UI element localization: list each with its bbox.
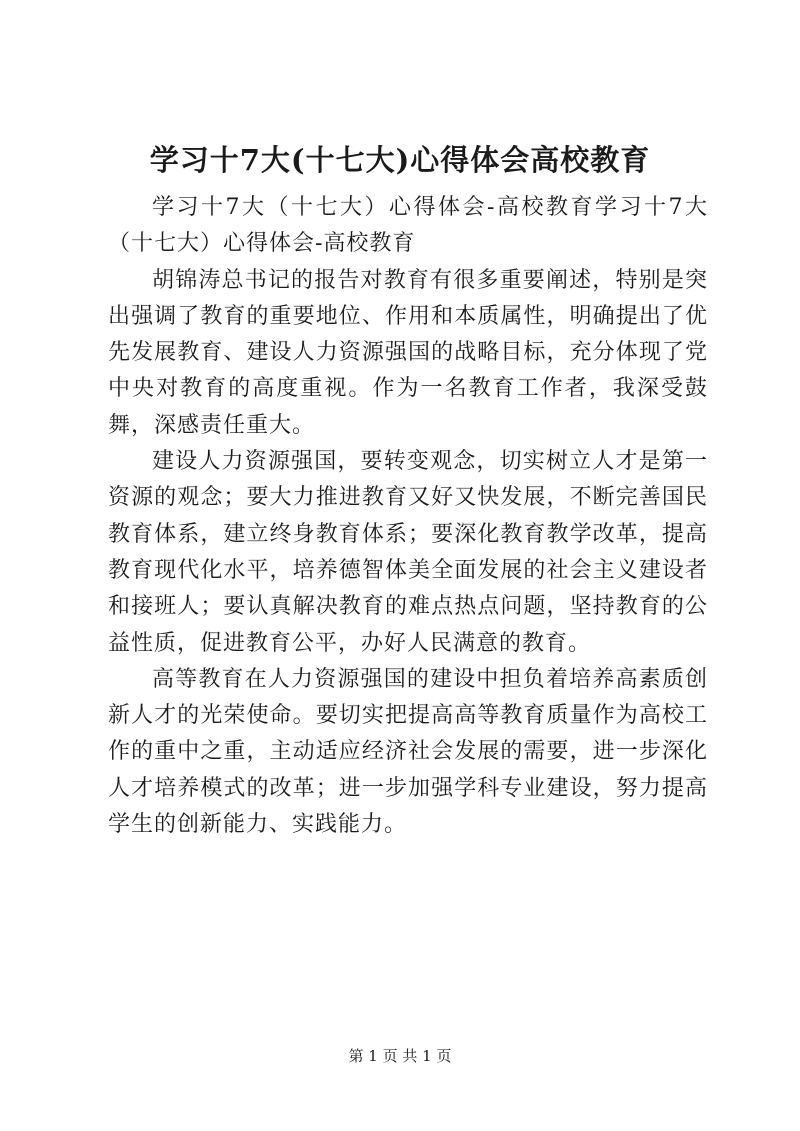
document-title: 学习十7大(十七大)心得体会高校教育 [149, 143, 651, 177]
page-number-footer: 第 1 页 共 1 页 [348, 1047, 452, 1065]
document-body [108, 190, 708, 843]
paragraph-1: 胡锦涛总书记的报告对教育有很多重要阐述，特别是突出强调了教育的重要地位、作用和本质属性，明确提出了优先发展教育、建设人力资源强国的战略目标，充分体现了党中央对教育的高度重视。作为一名教育工作者，我深受鼓舞，深感责任重大。 [108, 267, 708, 438]
paragraph-2: 建设人力资源强国，要转变观念，切实树立人才是第一资源的观念；要大力推进教育又好又快发展，不断完善国民教育体系，建立终身教育体系；要深化教育教学改革，提高教育现代化水平，培养德智体美全面发展的社会主义建设者和接班人；要认真解决教育的难点热点问题，坚持教育的公益性质，促进教育公平，办好人民满意的教育。 [108, 449, 708, 656]
paragraph-subtitle: 学习十7大（十七大）心得体会-高校教育学习十7大（十七大）心得体会-高校教育 [108, 195, 708, 257]
paragraph-3: 高等教育在人力资源强国的建设中担负着培养高素质创新人才的光荣使命。要切实把提高高等教育质量作为高校工作的重中之重，主动适应经济社会发展的需要，进一步深化人才培养模式的改革；进一步加强学科专业建设，努力提高学生的创新能力、实践能力。 [108, 666, 708, 838]
